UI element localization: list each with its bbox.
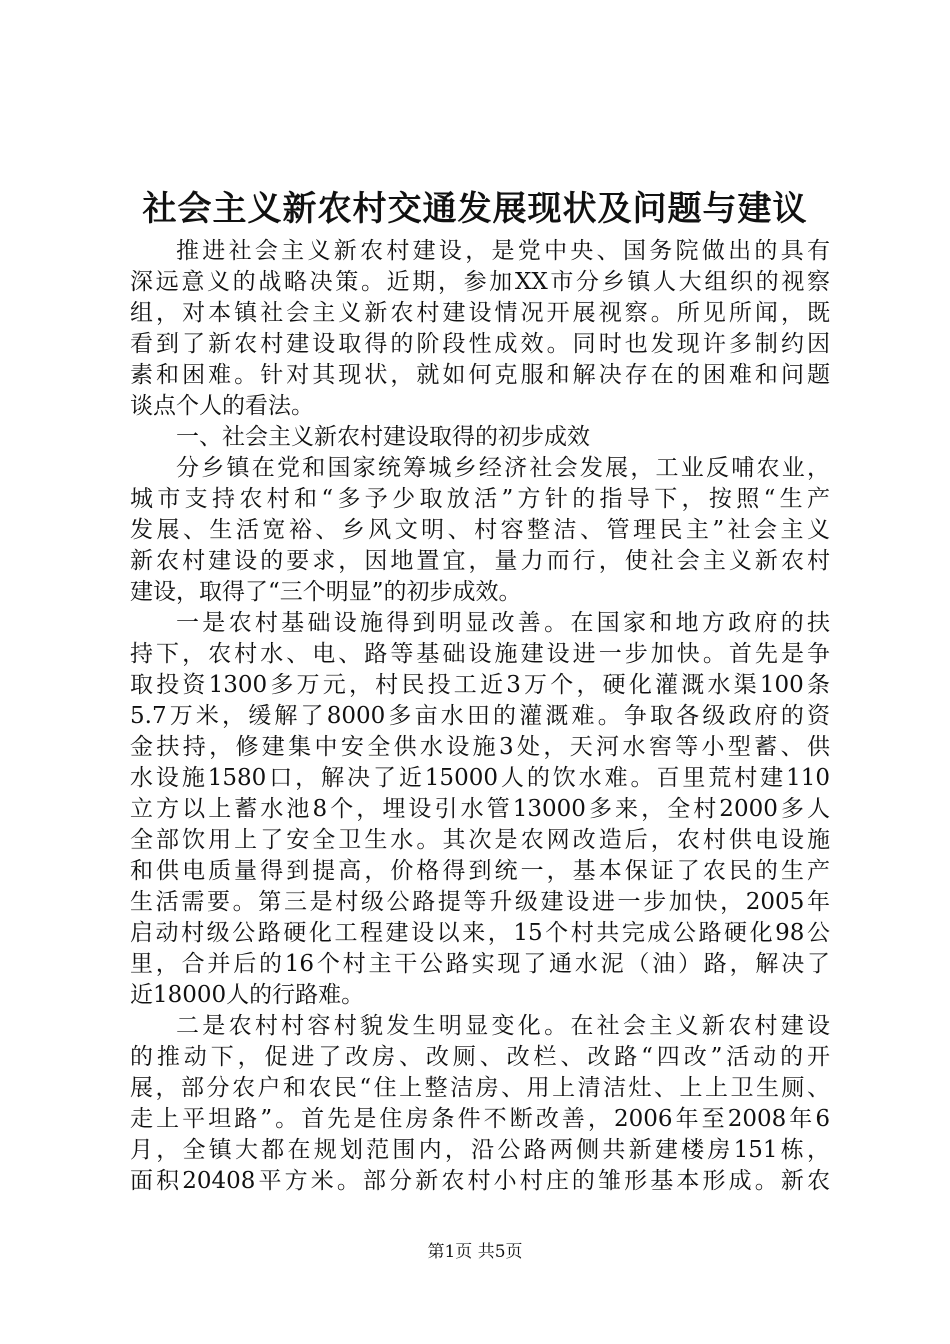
text-line: 近18000人的行路难。 (130, 982, 365, 1008)
text-line: 城市支持农村和“多予少取放活”方针的指导下，按照“生产 (130, 486, 830, 512)
text-line: 启动村级公路硬化工程建设以来，15个村共完成公路硬化98公 (130, 920, 830, 946)
text-line: 发展、生活宽裕、乡风文明、村容整洁、管理民主”社会主义 (130, 517, 830, 543)
text-line: 二是农村村容村貌发生明显变化。在社会主义新农村建设 (176, 1013, 830, 1039)
text-line: 深远意义的战略决策。近期，参加XX市分乡镇人大组织的视察 (130, 269, 830, 295)
text-line: 水设施1580口，解决了近15000人的饮水难。百里荒村建110 (130, 765, 830, 791)
text-line: 全部饮用上了安全卫生水。其次是农网改造后，农村供电设施 (130, 827, 830, 853)
document-body (130, 236, 830, 1197)
text-line: 谈点个人的看法。 (130, 393, 314, 419)
document-title: 社会主义新农村交通发展现状及问题与建议 (142, 189, 808, 229)
text-line: 里，合并后的16个村主干公路实现了通水泥（油）路，解决了 (130, 951, 830, 977)
text-line: 一是农村基础设施得到明显改善。在国家和地方政府的扶 (176, 610, 830, 636)
text-line: 组，对本镇社会主义新农村建设情况开展视察。所见所闻，既 (130, 300, 830, 326)
text-line: 面积20408平方米。部分新农村小村庄的雏形基本形成。新农 (130, 1168, 830, 1194)
text-line: 生活需要。第三是村级公路提等升级建设进一步加快，2005年 (130, 889, 830, 915)
section-heading: 一、社会主义新农村建设取得的初步成效 (176, 424, 590, 450)
text-line: 5.7万米，缓解了8000多亩水田的灌溉难。争取各级政府的资 (130, 703, 830, 729)
text-line: 走上平坦路”。首先是住房条件不断改善，2006年至2008年6 (130, 1106, 830, 1132)
text-line: 的推动下，促进了改房、改厕、改栏、改路“四改”活动的开 (130, 1044, 830, 1070)
text-line: 金扶持，修建集中安全供水设施3处，天河水窖等小型蓄、供 (130, 734, 830, 760)
text-line: 分乡镇在党和国家统筹城乡经济社会发展，工业反哺农业， (176, 455, 830, 481)
text-line: 新农村建设的要求，因地置宜，量力而行，使社会主义新农村 (130, 548, 830, 574)
text-line: 素和困难。针对其现状，就如何克服和解决存在的困难和问题 (130, 362, 830, 388)
text-line: 和供电质量得到提高，价格得到统一，基本保证了农民的生产 (130, 858, 830, 884)
page-footer: 第1页 共5页 (427, 1242, 523, 1262)
text-line: 建设，取得了“三个明显”的初步成效。 (130, 579, 522, 605)
text-line: 持下，农村水、电、路等基础设施建设进一步加快。首先是争 (130, 641, 830, 667)
text-line: 立方以上蓄水池8个，埋设引水管13000多来，全村2000多人 (130, 796, 830, 822)
text-line: 看到了新农村建设取得的阶段性成效。同时也发现许多制约因 (130, 331, 830, 357)
text-line: 取投资1300多万元，村民投工近3万个，硬化灌溉水渠100条 (130, 672, 830, 698)
text-line: 展，部分农户和农民“住上整洁房、用上清洁灶、上上卫生厕、 (130, 1075, 830, 1101)
text-line: 月，全镇大都在规划范围内，沿公路两侧共新建楼房151栋， (130, 1137, 830, 1163)
text-line: 推进社会主义新农村建设，是党中央、国务院做出的具有 (176, 238, 830, 264)
